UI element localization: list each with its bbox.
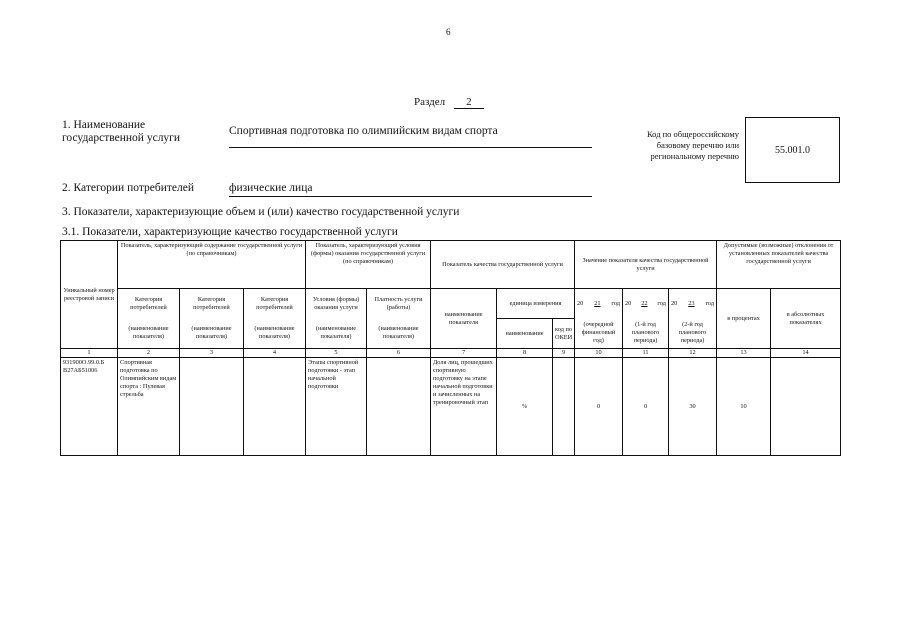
header-unit: единица измерения bbox=[497, 289, 575, 319]
service-name-value: Спортивная подготовка по олимпийским видам спорта bbox=[229, 125, 592, 148]
column-number: 6 bbox=[367, 349, 431, 358]
year-3-line bbox=[671, 300, 714, 308]
section-number: 2 bbox=[454, 96, 484, 109]
header-payment-sub: (наименование показателя) bbox=[367, 319, 431, 349]
header-category-2-sub: (наименование показателя) bbox=[180, 319, 244, 349]
column-number: 14 bbox=[771, 349, 841, 358]
year-2-prefix: 20 bbox=[625, 299, 632, 307]
header-category-2: Категория потребителей bbox=[180, 289, 244, 319]
column-number: 7 bbox=[431, 349, 497, 358]
header-indicator-name: наименование показателя bbox=[431, 289, 497, 349]
section-3-1-heading: 3.1. Показатели, характеризующие качество государственной услуги bbox=[62, 226, 398, 238]
cell-content-1: Спортивная подготовка по Олимпийским видам спорта : Пулевая стрельба bbox=[118, 358, 180, 456]
section-heading bbox=[414, 96, 484, 109]
page-number: 6 bbox=[446, 27, 451, 37]
cell-condition-2 bbox=[367, 358, 431, 456]
header-indicator-values: Значение показателя качества государственной услуги bbox=[575, 241, 717, 289]
header-year-1 bbox=[575, 289, 623, 319]
cell-unique-number: 931900О.99.0.Б В27АБ51006 bbox=[61, 358, 118, 456]
code-label: Код по общероссийскому базовому перечню или региональному перечню bbox=[646, 129, 739, 161]
table-row bbox=[61, 358, 841, 456]
column-number: 11 bbox=[623, 349, 669, 358]
cell-content-3 bbox=[244, 358, 306, 456]
cell-unit-name: % bbox=[497, 358, 553, 456]
header-year-1-note: (очередной финансовый год) bbox=[575, 319, 623, 349]
header-year-3-note: (2-й год планового периода) bbox=[669, 319, 717, 349]
cell-content-2 bbox=[180, 358, 244, 456]
header-quality-indicator: Показатель качества государственной услуги bbox=[431, 241, 575, 289]
header-content-indicator: Показатель, характеризующий содержание государственной услуги (по справочникам) bbox=[118, 241, 306, 289]
cell-okei-code bbox=[553, 358, 575, 456]
header-condition-forms: Условия (формы) оказания услуги bbox=[306, 289, 367, 319]
year-2-value: 22 bbox=[641, 299, 648, 307]
column-number: 8 bbox=[497, 349, 553, 358]
section-3-heading: 3. Показатели, характеризующие объем и (или) качество государственной услуги bbox=[62, 206, 460, 218]
header-payment: Платность услуги (работы) bbox=[367, 289, 431, 319]
header-okei-code: код по ОКЕИ bbox=[553, 319, 575, 349]
column-number: 3 bbox=[180, 349, 244, 358]
column-number: 10 bbox=[575, 349, 623, 358]
cell-value-year-3: 30 bbox=[669, 358, 717, 456]
year-3-prefix: 20 bbox=[671, 299, 678, 307]
header-conditions-indicator: Показатель, характеризующий условия (формы) оказания государственной услуги (по справочникам) bbox=[306, 241, 431, 289]
cell-value-year-2: 0 bbox=[623, 358, 669, 456]
year-2-suffix: год bbox=[657, 299, 667, 307]
year-1-prefix: 20 bbox=[577, 299, 584, 307]
code-value: 55.001.0 bbox=[775, 144, 810, 156]
column-number: 12 bbox=[669, 349, 717, 358]
year-3-suffix: год bbox=[705, 299, 715, 307]
header-year-3 bbox=[669, 289, 717, 319]
cell-deviation-absolute bbox=[771, 358, 841, 456]
header-year-2 bbox=[623, 289, 669, 319]
section-label: Раздел bbox=[414, 96, 446, 108]
header-category-3-sub: (наименование показателя) bbox=[244, 319, 306, 349]
header-unique-number: Уникальный номер реестровой записи bbox=[61, 241, 118, 349]
year-1-suffix: год bbox=[611, 299, 621, 307]
header-unit-name: наименование bbox=[497, 319, 553, 349]
header-condition-forms-sub: (наименование показателя) bbox=[306, 319, 367, 349]
year-2-line bbox=[625, 300, 666, 308]
service-name-label: 1. Наименование государственной услуги bbox=[62, 119, 181, 144]
year-1-value: 21 bbox=[594, 299, 601, 307]
cell-condition-1: Этапы спортивной подготовки - этап начальной подготовки bbox=[306, 358, 367, 456]
year-1-line bbox=[577, 300, 620, 308]
column-number: 2 bbox=[118, 349, 180, 358]
column-number: 5 bbox=[306, 349, 367, 358]
header-in-absolute: в абсолютных показателях bbox=[771, 289, 841, 349]
column-number: 4 bbox=[244, 349, 306, 358]
year-3-value: 23 bbox=[688, 299, 695, 307]
column-number: 1 bbox=[61, 349, 118, 358]
header-allowed-deviation: Допустимые (возможные) отклонения от установленных показателей качества государственной услуги bbox=[717, 241, 841, 289]
header-year-2-note: (1-й год планового периода) bbox=[623, 319, 669, 349]
consumer-category-value: физические лица bbox=[229, 182, 592, 197]
header-in-percent: в процентах bbox=[717, 289, 771, 349]
header-category-1-sub: (наименование показателя) bbox=[118, 319, 180, 349]
quality-indicators-table bbox=[60, 240, 841, 456]
cell-indicator-name: Доля лиц, прошедших спортивную подготовку на этапе начальной подготовки и зачисленных на тренировочный этап bbox=[431, 358, 497, 456]
cell-deviation-percent: 10 bbox=[717, 358, 771, 456]
header-category-1: Категория потребителей bbox=[118, 289, 180, 319]
column-numbers-row bbox=[61, 349, 841, 358]
cell-value-year-1: 0 bbox=[575, 358, 623, 456]
header-category-3: Категория потребителей bbox=[244, 289, 306, 319]
column-number: 13 bbox=[717, 349, 771, 358]
consumer-category-label: 2. Категории потребителей bbox=[62, 182, 194, 194]
code-box bbox=[745, 117, 840, 183]
column-number: 9 bbox=[553, 349, 575, 358]
